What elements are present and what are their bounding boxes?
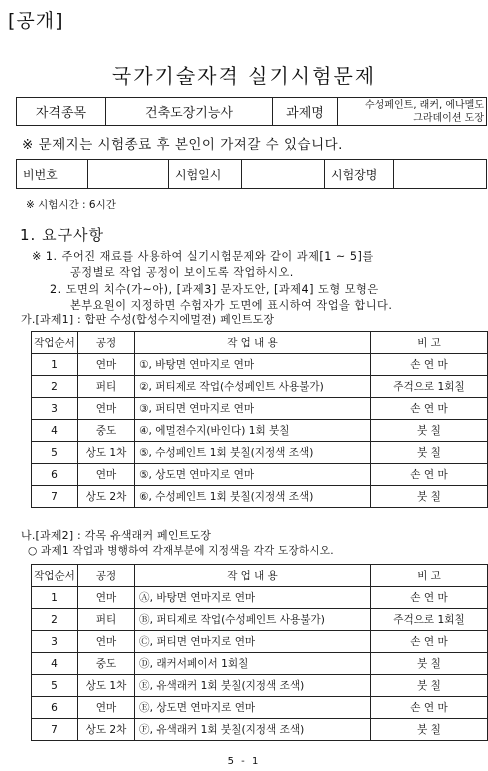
task2-header-process: 공정 <box>78 565 135 587</box>
task1-header-content: 작 업 내 용 <box>135 332 371 354</box>
remark: 손 연 마 <box>371 398 488 420</box>
table-row <box>32 398 488 420</box>
table-row <box>32 653 488 675</box>
table-row <box>32 376 488 398</box>
notice-text: ※ 문제지는 시험종료 후 본인이 가져갈 수 있습니다. <box>22 137 343 153</box>
task2-header-order: 작업순서 <box>32 565 78 587</box>
work-content: ⑤, 수성페인트 1회 붓칠(지정색 조색) <box>135 442 371 464</box>
process: 연마 <box>78 354 135 376</box>
step-number: 7 <box>32 486 78 508</box>
process: 연마 <box>78 464 135 486</box>
remark: 손 연 마 <box>371 354 488 376</box>
requirements-heading: 1. 요구사항 <box>20 226 105 244</box>
instruction-2-line2: 본부요원이 지정하면 수험자가 도면에 표시하여 작업을 합니다. <box>70 299 393 312</box>
task1-header-order: 작업순서 <box>32 332 78 354</box>
task1-header-process: 공정 <box>78 332 135 354</box>
step-number: 2 <box>32 376 78 398</box>
remark: 손 연 마 <box>371 631 488 653</box>
task2-table <box>31 564 488 741</box>
table-row <box>32 719 488 741</box>
task2-note: ○ 과제1 작업과 병행하여 각재부분에 지정색을 각각 도장하시오. <box>28 545 334 557</box>
table-row <box>32 354 488 376</box>
page-title: 국가기술자격 실기시험문제 <box>111 64 377 88</box>
work-content: Ⓒ, 퍼티면 연마지로 연마 <box>135 631 371 653</box>
instruction-2-line1: 2. 도면의 치수(가~아), [과제3] 문자도안, [과제4] 도형 모형은 <box>50 283 379 296</box>
work-content: Ⓐ, 바탕면 연마지로 연마 <box>135 587 371 609</box>
exam-duration: ※ 시험시간 : 6시간 <box>26 199 116 211</box>
remark: 붓 칠 <box>371 420 488 442</box>
task1-header-remarks: 비 고 <box>371 332 488 354</box>
task2-header-content: 작 업 내 용 <box>135 565 371 587</box>
work-content: ④, 에멀젼수지(바인다) 1회 붓칠 <box>135 420 371 442</box>
process: 연마 <box>78 587 135 609</box>
step-number: 3 <box>32 398 78 420</box>
table-row <box>32 442 488 464</box>
task2-header-remarks: 비 고 <box>371 565 488 587</box>
step-number: 7 <box>32 719 78 741</box>
process: 연마 <box>78 631 135 653</box>
work-content: Ⓑ, 퍼티제로 작업(수성페인트 사용불가) <box>135 609 371 631</box>
exam-info-table <box>16 97 487 126</box>
process: 중도 <box>78 420 135 442</box>
table-row <box>32 631 488 653</box>
table-row <box>32 675 488 697</box>
task-name-line1: 수성페인트, 래커, 에나멜도 <box>365 99 484 111</box>
step-number: 2 <box>32 609 78 631</box>
instruction-1-line1: ※ 1. 주어진 재료를 사용하여 실기시험문제와 같이 과제[1 ~ 5]를 <box>32 250 374 263</box>
label-task-name: 과제명 <box>273 98 338 126</box>
instruction-1-line2: 공정별로 작업 공정이 보이도록 작업하시오. <box>70 266 294 279</box>
table-row <box>32 486 488 508</box>
task1-heading: 가.[과제1] : 합판 수성(합성수지에멀젼) 페인트도장 <box>21 313 275 326</box>
remark: 손 연 마 <box>371 697 488 719</box>
work-content: ⑥, 수성페인트 1회 붓칠(지정색 조색) <box>135 486 371 508</box>
step-number: 4 <box>32 420 78 442</box>
process: 퍼티 <box>78 376 135 398</box>
work-content: Ⓔ, 상도면 연마지로 연마 <box>135 697 371 719</box>
remark: 붓 칠 <box>371 719 488 741</box>
table-row <box>32 587 488 609</box>
remark: 손 연 마 <box>371 464 488 486</box>
work-content: Ⓓ, 래커서페이서 1회칠 <box>135 653 371 675</box>
process: 상도 1차 <box>78 675 135 697</box>
table-row <box>32 609 488 631</box>
step-number: 6 <box>32 697 78 719</box>
step-number: 5 <box>32 675 78 697</box>
work-content: Ⓔ, 유색래커 1회 붓칠(지정색 조색) <box>135 675 371 697</box>
field-exam-number <box>88 160 169 189</box>
remark: 손 연 마 <box>371 587 488 609</box>
work-content: ①, 바탕면 연마지로 연마 <box>135 354 371 376</box>
field-exam-date <box>242 160 325 189</box>
table-row <box>32 697 488 719</box>
remark: 주걱으로 1회칠 <box>371 376 488 398</box>
page-number: 5 - 1 <box>227 756 261 767</box>
step-number: 1 <box>32 587 78 609</box>
work-content: ⑤, 상도면 연마지로 연마 <box>135 464 371 486</box>
value-task-name <box>338 98 487 126</box>
remark: 붓 칠 <box>371 675 488 697</box>
task2-heading: 나.[과제2] : 각목 유색래커 페인트도장 <box>21 529 212 542</box>
step-number: 4 <box>32 653 78 675</box>
work-content: ②, 퍼티제로 작업(수성페인트 사용불가) <box>135 376 371 398</box>
remark: 붓 칠 <box>371 653 488 675</box>
work-content: ③, 퍼티면 연마지로 연마 <box>135 398 371 420</box>
task-name-line2: 그라데이션 도장 <box>413 112 484 124</box>
table-row <box>32 420 488 442</box>
process: 상도 2차 <box>78 486 135 508</box>
work-content: Ⓕ, 유색래커 1회 붓칠(지정색 조색) <box>135 719 371 741</box>
process: 연마 <box>78 398 135 420</box>
field-exam-place <box>394 160 487 189</box>
step-number: 1 <box>32 354 78 376</box>
process: 상도 2차 <box>78 719 135 741</box>
value-qualification: 건축도장기능사 <box>106 98 273 126</box>
step-number: 5 <box>32 442 78 464</box>
label-qualification: 자격종목 <box>17 98 106 126</box>
table-row <box>32 464 488 486</box>
step-number: 6 <box>32 464 78 486</box>
remark: 붓 칠 <box>371 486 488 508</box>
remark: 붓 칠 <box>371 442 488 464</box>
label-exam-place: 시험장명 <box>325 160 394 189</box>
process: 상도 1차 <box>78 442 135 464</box>
remark: 주걱으로 1회칠 <box>371 609 488 631</box>
label-exam-date: 시험일시 <box>169 160 242 189</box>
process: 중도 <box>78 653 135 675</box>
label-exam-number: 비번호 <box>17 160 88 189</box>
registration-table <box>16 159 487 189</box>
step-number: 3 <box>32 631 78 653</box>
process: 연마 <box>78 697 135 719</box>
task1-table <box>31 331 488 508</box>
process: 퍼티 <box>78 609 135 631</box>
public-tag: [공개] <box>8 10 64 32</box>
